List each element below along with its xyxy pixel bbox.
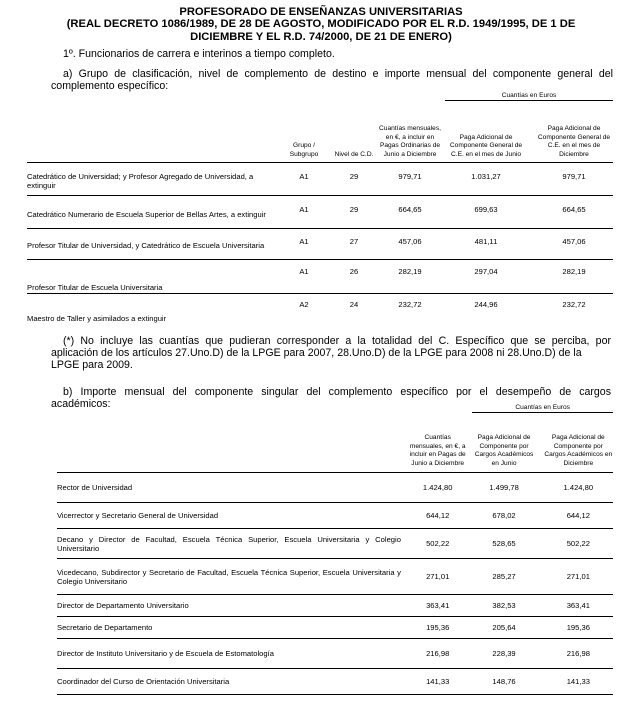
table-b-june: 528,65 — [472, 529, 535, 559]
table-row — [57, 669, 613, 695]
table-a-december: 232,72 — [562, 300, 586, 310]
table-b-december: 363,41 — [544, 595, 613, 617]
section-b-line-2: académicos: — [51, 398, 111, 410]
table-b-june: 228,39 — [472, 639, 535, 669]
table-b-december: 1.424,80 — [544, 473, 613, 503]
table-b-june: 285,27 — [472, 559, 535, 595]
table-a-header-june: Paga Adicional de Componente General de C.E. en el mes de Junio — [445, 101, 527, 163]
table-a-group: A2 — [299, 300, 309, 310]
table-b-monthly: 363,41 — [409, 595, 467, 617]
table-b-monthly: 271,01 — [409, 559, 467, 595]
table-b-december: 644,12 — [544, 503, 613, 529]
table-row — [57, 559, 613, 595]
table-b-name: Director de Instituto Universitario y de Escuela de Estomatología — [57, 639, 409, 669]
table-b-name: Vicerrector y Secretario General de Universidad — [57, 503, 409, 529]
table-b-name: Secretario de Departamento — [57, 617, 409, 639]
table-b-name: Director de Departamento Universitario — [57, 595, 409, 617]
table-a-december: 457,06 — [535, 229, 613, 260]
table-b-name: Vicedecano, Subdirector y Secretario de Facultad, Escuela Técnica Superior, Escuela Universitaria y Colegio Universitario — [57, 559, 409, 595]
table-a-name: Catedrático de Universidad; y Profesor Agregado de Universidad, a extinguir — [27, 163, 287, 196]
table-row — [27, 294, 613, 324]
table-a-june: 244,96 — [474, 300, 498, 310]
table-a-monthly: 457,06 — [379, 229, 441, 260]
section-b-line-1: b) Importe mensual del componente singular del complemento específico por el desempeño de cargos — [63, 386, 611, 398]
table-b-monthly: 1.424,80 — [409, 473, 467, 503]
table-a-june: 1.031,27 — [445, 163, 527, 196]
table-a-monthly: 282,19 — [379, 260, 441, 294]
section-b-line-1-wrap — [63, 386, 611, 399]
table-b-june: 382,53 — [472, 595, 535, 617]
table-a-level: 26 — [321, 260, 379, 294]
table-row — [27, 260, 613, 294]
table-b-june: 1.499,78 — [472, 473, 535, 503]
table-row — [57, 503, 613, 529]
table-row — [57, 639, 613, 669]
title-line-1: PROFESORADO DE ENSEÑANZAS UNIVERSITARIAS — [179, 6, 463, 18]
table-b-name: Rector de Universidad — [57, 473, 409, 503]
table-b-monthly: 216,98 — [409, 639, 467, 669]
table-b-june: 148,76 — [472, 669, 535, 695]
table-a-monthly: 664,65 — [379, 196, 441, 229]
table-a-december: 979,71 — [535, 163, 613, 196]
table-b-monthly: 644,12 — [409, 503, 467, 529]
title-line-2: (REAL DECRETO 1086/1989, DE 28 DE AGOSTO, MODIFICADO POR EL R.D. 1949/1995, DE 1 DE — [66, 18, 576, 30]
table-row — [27, 196, 613, 229]
section-a-heading — [63, 68, 613, 81]
table-a-june: 699,63 — [445, 196, 527, 229]
table-b-euro-header: Cuantías en Euros — [472, 403, 613, 413]
table-a-header-december: Paga Adicional de Componente General de C.E. en el mes de Diciembre — [535, 101, 613, 163]
section-a-line-2: complemento específico: — [51, 80, 169, 92]
table-b-december: 195,36 — [544, 617, 613, 639]
section-1-heading: 1º. Funcionarios de carrera e interinos a tiempo completo. — [63, 48, 335, 60]
note-line-3: LPGE para 2009. — [51, 359, 133, 371]
table-b-header-monthly: Cuantías mensuales, en €, a incluir en Pagas de Junio a Diciembre — [409, 413, 467, 473]
table-row — [27, 163, 613, 196]
note-line-2: aplicación de los artículos 27.Uno.D) de la LPGE para 2007, 28.Uno.D) de la LPGE para 2008 ni 28.Uno.D) de la — [51, 347, 582, 359]
table-b — [57, 403, 613, 695]
table-a-name: Profesor Titular de Escuela Universitaria — [27, 260, 287, 294]
table-row — [57, 617, 613, 639]
table-a-june: 481,11 — [445, 229, 527, 260]
table-a-june: 297,04 — [445, 260, 527, 294]
note-line-1: (*) No incluye las cuantías que pudieran corresponder a la totalidad del C. Específico que se perciba, por — [63, 335, 611, 347]
table-a-group: A1 — [287, 196, 321, 229]
table-b-monthly: 141,33 — [409, 669, 467, 695]
table-b-december: 216,98 — [544, 639, 613, 669]
table-a-monthly: 979,71 — [379, 163, 441, 196]
table-a-group: A1 — [287, 163, 321, 196]
table-a-group: A1 — [287, 229, 321, 260]
section-a-line-1: a) Grupo de clasificación, nivel de complemento de destino e importe mensual del componente general del — [63, 68, 613, 80]
table-a — [27, 91, 613, 324]
table-b-name: Coordinador del Curso de Orientación Universitaria — [57, 669, 409, 695]
table-b-june: 205,64 — [472, 617, 535, 639]
table-b-december: 502,22 — [544, 529, 613, 559]
table-b-june: 678,02 — [472, 503, 535, 529]
table-a-name: Maestro de Taller y asimilados a extinguir — [27, 313, 167, 323]
table-b-december: 141,33 — [544, 669, 613, 695]
table-b-monthly: 195,36 — [409, 617, 467, 639]
table-b-december: 271,01 — [544, 559, 613, 595]
table-row — [57, 529, 613, 559]
table-a-level: 29 — [321, 196, 379, 229]
table-b-header-december: Paga Adicional de Componente por Cargos Académicos en Diciembre — [544, 413, 613, 473]
table-a-monthly: 232,72 — [398, 300, 422, 310]
table-a-december: 664,65 — [535, 196, 613, 229]
table-a-header-monthly: Cuantías mensuales, en €, a incluir en Pagas Ordinarias de Junio a Diciembre — [379, 101, 441, 163]
table-a-header-group: Grupo / Subgrupo — [287, 101, 321, 163]
table-a-group: A1 — [287, 260, 321, 294]
note-line-1-wrap — [63, 335, 611, 348]
table-row — [57, 595, 613, 617]
table-a-name: Catedrático Numerario de Escuela Superior de Bellas Artes, a extinguir — [27, 196, 287, 229]
table-a-december: 282,19 — [535, 260, 613, 294]
table-a-header-level: Nivel de C.D. — [321, 101, 379, 163]
table-row — [57, 473, 613, 503]
table-a-name: Profesor Titular de Universidad, y Catedrático de Escuela Universitaria — [27, 229, 287, 260]
table-row — [27, 229, 613, 260]
table-a-level: 24 — [349, 300, 359, 310]
table-a-level: 29 — [321, 163, 379, 196]
table-a-level: 27 — [321, 229, 379, 260]
table-a-euro-header: Cuantías en Euros — [445, 91, 613, 101]
title-line-3: DICIEMBRE Y EL R.D. 74/2000, DE 21 DE ENERO) — [190, 31, 452, 43]
table-b-header-june: Paga Adicional de Componente por Cargos Académicos en Junio — [472, 413, 535, 473]
table-b-name: Decano y Director de Facultad, Escuela Técnica Superior, Escuela Universitaria y Colegio Universitario — [57, 529, 409, 559]
table-b-monthly: 502,22 — [409, 529, 467, 559]
